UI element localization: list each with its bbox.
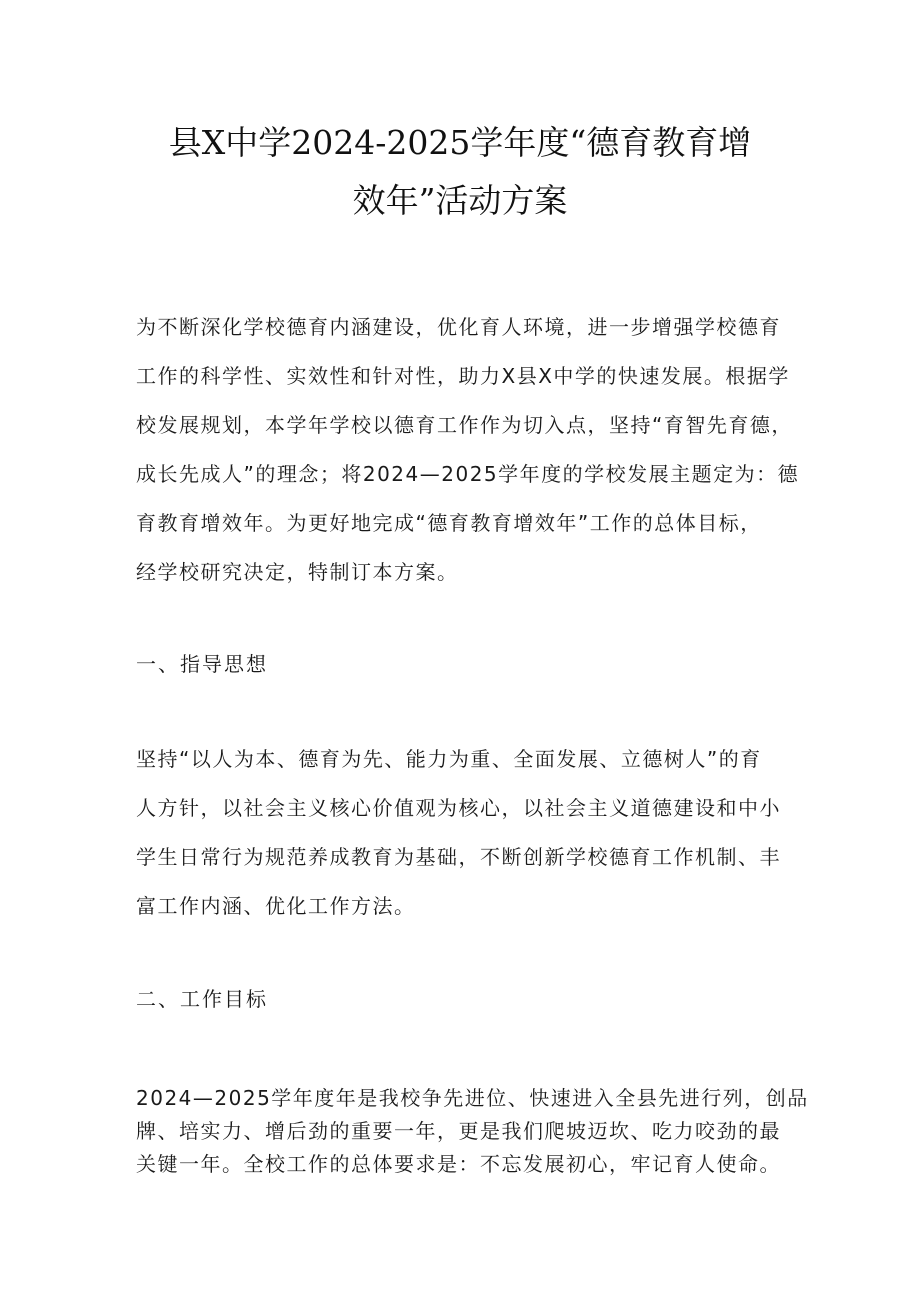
guiding-ideology-paragraph xyxy=(136,735,796,931)
paragraph-line: 学生日常行为规范养成教育为基础，不断创新学校德育工作机制、丰 xyxy=(136,845,781,869)
paragraph-line: 2024—2025学年度年是我校争先进位、快速进入全县先进行列，创品 xyxy=(136,1086,809,1110)
paragraph-line: 育教育增效年。为更好地完成“德育教育增效年”工作的总体目标， xyxy=(136,511,762,535)
paragraph-line: 校发展规划，本学年学校以德育工作作为切入点，坚持“育智先育德， xyxy=(136,413,793,437)
paragraph-line: 为不断深化学校德育内涵建设，优化育人环境，进一步增强学校德育 xyxy=(136,315,781,339)
paragraph-line: 坚持“以人为本、德育为先、能力为重、全面发展、立德树人”的育 xyxy=(136,747,762,771)
document-title-line-2: 效年”活动方案 xyxy=(352,181,568,220)
section-heading-work-goals: 二、工作目标 xyxy=(136,987,268,1011)
work-goals-paragraph xyxy=(136,1082,809,1181)
document-title-line-1: 县X中学2024-2025学年度“德育教育增 xyxy=(168,123,752,162)
section-heading-guiding-ideology: 一、指导思想 xyxy=(136,652,268,676)
paragraph-line: 成长先成人”的理念；将2024—2025学年度的学校发展主题定为：德 xyxy=(136,462,800,486)
paragraph-line: 经学校研究决定，特制订本方案。 xyxy=(136,560,459,584)
paragraph-line: 关键一年。全校工作的总体要求是：不忘发展初心，牢记育人使命。 xyxy=(136,1152,781,1176)
paragraph-line: 富工作内涵、优化工作方法。 xyxy=(136,894,416,918)
paragraph-line: 牌、培实力、增后劲的重要一年，更是我们爬坡迈坎、吃力咬劲的最 xyxy=(136,1119,781,1143)
paragraph-line: 工作的科学性、实效性和针对性，助力X县X中学的快速发展。根据学 xyxy=(136,364,790,388)
intro-paragraph xyxy=(136,303,800,597)
paragraph-line: 人方针，以社会主义核心价值观为核心，以社会主义道德建设和中小 xyxy=(136,796,781,820)
